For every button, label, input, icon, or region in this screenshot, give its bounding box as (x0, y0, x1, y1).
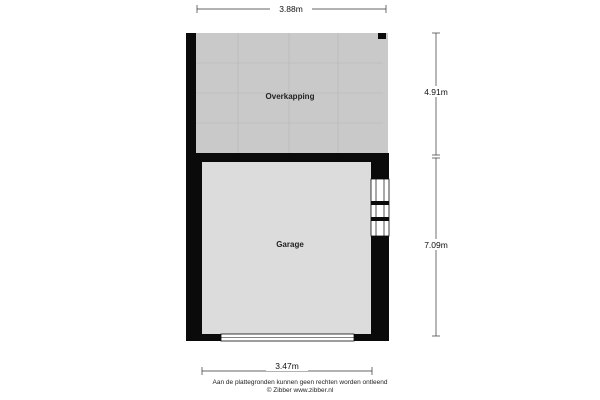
garage-door (221, 334, 354, 341)
overkapping-label: Overkapping (265, 92, 315, 101)
garage-bottom-wall-left (186, 334, 221, 341)
overkapping-dimension-label: 4.91m (424, 87, 448, 97)
overkapping-left-wall (186, 33, 196, 163)
top-dimension-label: 3.88m (279, 4, 303, 14)
garage-label: Garage (276, 240, 304, 249)
side-window (371, 179, 389, 236)
garage-right-wall-lower (371, 236, 389, 341)
garage-top-wall (186, 153, 389, 162)
credit-text: © Zibber www.zibber.nl (266, 387, 334, 394)
disclaimer-text: Aan de plattegronden kunnen geen rechten worden ontleend (212, 379, 388, 386)
garage-left-wall (186, 153, 202, 341)
garage-bottom-wall-right (354, 334, 389, 341)
corner-post (378, 33, 386, 39)
garage-right-wall-upper (371, 153, 389, 179)
bottom-dimension-label: 3.47m (275, 361, 299, 371)
garage-dimension-label: 7.09m (424, 240, 448, 250)
